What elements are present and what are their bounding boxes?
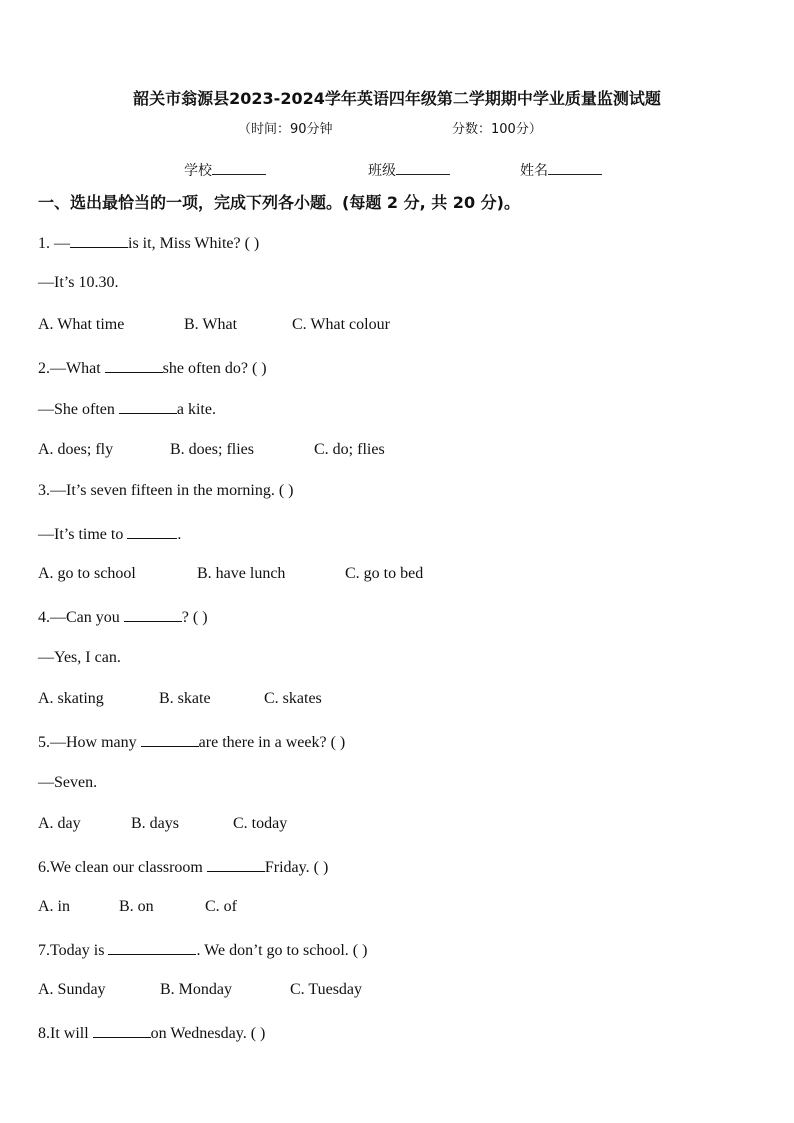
answer-blank[interactable]: [93, 1023, 151, 1038]
name-blank[interactable]: [548, 162, 602, 175]
question-1: 1. — is it, Miss White? ( ): [38, 235, 260, 252]
question-5-reply: —Seven.: [38, 774, 98, 791]
option-b[interactable]: B. on: [119, 898, 154, 915]
option-a[interactable]: A. in: [38, 898, 70, 915]
answer-blank[interactable]: [105, 358, 163, 373]
question-7: 7.Today is . We don’t go to school. ( ): [38, 942, 368, 959]
answer-blank[interactable]: [70, 233, 128, 248]
question-4-reply: —Yes, I can.: [38, 649, 121, 666]
question-2-reply: —She often a kite.: [38, 401, 216, 418]
option-b[interactable]: B. Monday: [160, 981, 232, 998]
class-blank[interactable]: [396, 162, 450, 175]
exam-time: （时间：90分钟: [238, 122, 333, 137]
answer-blank[interactable]: [207, 857, 265, 872]
question-1-reply: —It’s 10.30.: [38, 274, 119, 291]
section-heading: 一、选出最恰当的一项，完成下列各小题。(每题 2 分, 共 20 分)。: [38, 193, 520, 212]
question-4-options: [38, 690, 322, 708]
question-6: 6.We clean our classroom Friday. ( ): [38, 859, 329, 876]
option-a[interactable]: A. go to school: [38, 565, 136, 582]
option-c[interactable]: C. skates: [264, 690, 322, 707]
question-7-options: [38, 981, 362, 999]
question-3: 3.—It’s seven fifteen in the morning. ( ): [38, 482, 294, 499]
option-b[interactable]: B. does; flies: [170, 441, 254, 458]
option-a[interactable]: A. day: [38, 815, 81, 832]
exam-score: 分数：100分）: [452, 122, 542, 137]
option-a[interactable]: A. Sunday: [38, 981, 106, 998]
question-5: 5.—How many are there in a week? ( ): [38, 734, 346, 751]
answer-blank[interactable]: [141, 732, 199, 747]
answer-blank[interactable]: [108, 940, 196, 955]
school-label: 学校: [184, 163, 212, 179]
option-c[interactable]: C. go to bed: [345, 565, 424, 582]
answer-blank[interactable]: [119, 399, 177, 414]
option-b[interactable]: B. have lunch: [197, 565, 286, 582]
class-field: [368, 160, 450, 180]
option-c[interactable]: C. Tuesday: [290, 981, 363, 998]
question-3-options: [38, 565, 423, 583]
name-field: [520, 160, 602, 180]
option-a[interactable]: A. What time: [38, 316, 125, 333]
answer-blank[interactable]: [124, 607, 182, 622]
question-5-options: [38, 815, 287, 833]
exam-title: 韶关市翁源县2023-2024学年英语四年级第二学期期中学业质量监测试题: [133, 89, 661, 108]
school-blank[interactable]: [212, 162, 266, 175]
option-c[interactable]: C. What colour: [292, 316, 390, 333]
option-a[interactable]: A. skating: [38, 690, 104, 707]
question-8: 8.It will on Wednesday. ( ): [38, 1025, 266, 1042]
question-3-reply: —It’s time to .: [38, 526, 182, 543]
school-field: [184, 160, 266, 180]
question-6-options: [38, 898, 237, 916]
option-c[interactable]: C. do; flies: [314, 441, 385, 458]
answer-blank[interactable]: [127, 524, 177, 539]
question-2-options: [38, 441, 385, 459]
question-1-options: [38, 316, 390, 334]
option-c[interactable]: C. of: [205, 898, 237, 915]
option-b[interactable]: B. days: [131, 815, 179, 832]
class-label: 班级: [368, 163, 396, 179]
option-b[interactable]: B. What: [184, 316, 238, 333]
option-a[interactable]: A. does; fly: [38, 441, 114, 458]
option-c[interactable]: C. today: [233, 815, 288, 832]
question-2: 2.—What she often do? ( ): [38, 360, 267, 377]
name-label: 姓名: [520, 163, 548, 179]
question-4: 4.—Can you ? ( ): [38, 609, 208, 626]
option-b[interactable]: B. skate: [159, 690, 211, 707]
